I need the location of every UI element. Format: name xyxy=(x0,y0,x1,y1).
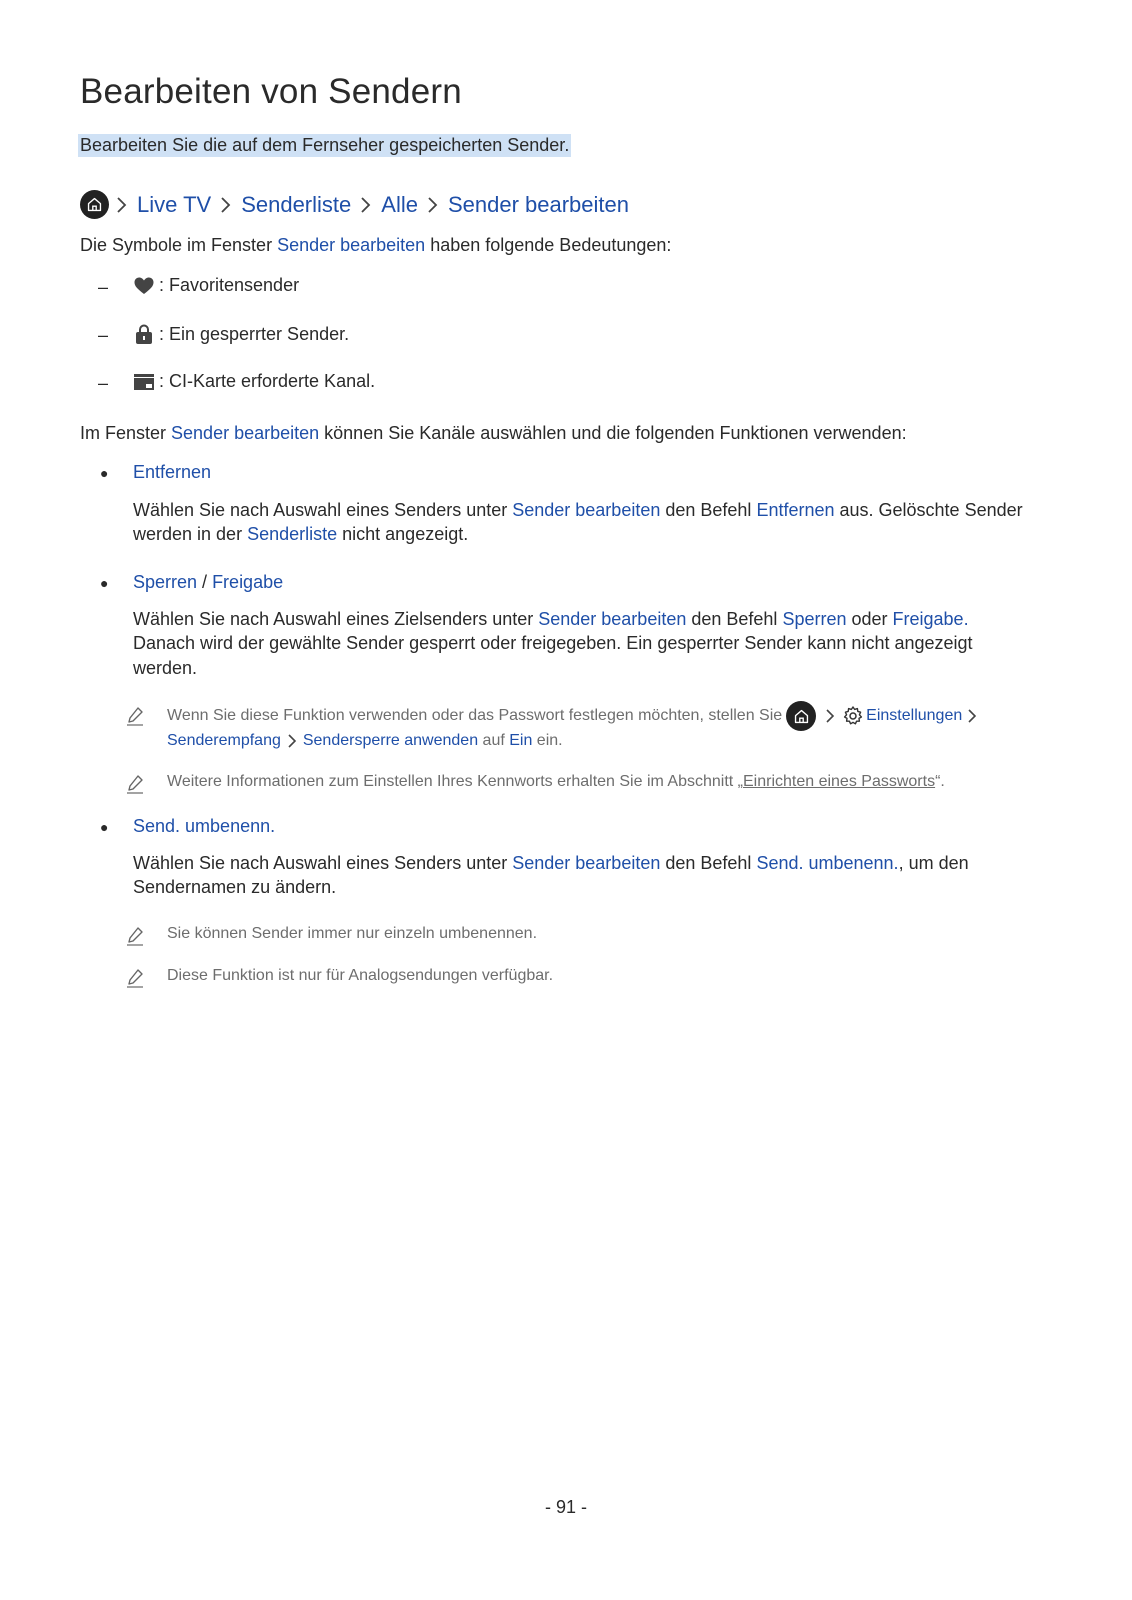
umbenennen-line-1: Wählen Sie nach Auswahl eines Senders unter Sender bearbeiten den Befehl Send. umbenenn., um den xyxy=(133,853,969,873)
sperren-line-2: Danach wird der gewählte Sender gesperrt oder freigegeben. Ein gesperrter Sender kann nicht angezeigt xyxy=(133,633,973,653)
page-subtitle: Bearbeiten Sie die auf dem Fernseher gespeicherten Sender. xyxy=(80,135,570,155)
chevron-right-icon xyxy=(420,192,446,218)
home-icon xyxy=(80,190,109,219)
entfernen-heading: Entfernen xyxy=(133,462,212,482)
entfernen-line-2: werden in der Senderliste nicht angezeigt. xyxy=(133,524,469,544)
sperren-line-1: Wählen Sie nach Auswahl eines Zielsenders unter Sender bearbeiten den Befehl Sperren oder Freigabe. xyxy=(133,609,969,629)
breadcrumb-sender-bearbeiten[interactable]: Sender bearbeiten xyxy=(447,191,629,217)
umbenennen-heading: Send. umbenenn. xyxy=(133,816,276,836)
umbenennen-note-2: Diese Funktion ist nur für Analogsendungen verfügbar. xyxy=(167,967,554,984)
list-dash: – xyxy=(98,325,109,345)
intro-text: Die Symbole im Fenster Sender bearbeiten haben folgende Bedeutungen: xyxy=(80,235,672,255)
einstellungen-link: Einstellungen xyxy=(866,707,963,724)
bullet-icon: ● xyxy=(100,465,109,481)
pencil-note-icon xyxy=(126,706,144,726)
sperren-heading: Sperren / Freigabe xyxy=(133,572,284,592)
gear-icon xyxy=(842,705,864,727)
symbol-ci-card: : CI-Karte erforderte Kanal. xyxy=(133,371,375,392)
einrichten-passwort-link[interactable]: Einrichten eines Passworts xyxy=(742,773,936,790)
intro2-text: Im Fenster Sender bearbeiten können Sie Kanäle auswählen und die folgenden Funktionen verwenden: xyxy=(80,423,907,443)
symbol-favorite: : Favoritensender xyxy=(133,275,299,296)
chevron-right-icon xyxy=(820,706,840,726)
chevron-right-icon xyxy=(962,706,982,726)
breadcrumb xyxy=(80,190,631,219)
page-number: - 91 - xyxy=(544,1497,587,1517)
chevron-right-icon xyxy=(353,192,379,218)
sperren-line-3: werden. xyxy=(133,658,198,678)
pencil-note-icon xyxy=(126,774,144,794)
sperren-note-1-line-1: Wenn Sie diese Funktion verwenden oder das Passwort festlegen möchten, stellen Sie Einstellungen xyxy=(167,701,982,731)
pencil-note-icon xyxy=(126,926,144,946)
umbenennen-note-1: Sie können Sender immer nur einzeln umbenennen. xyxy=(167,925,538,942)
sender-bearbeiten-link: Sender bearbeiten xyxy=(277,235,426,255)
entfernen-line-1: Wählen Sie nach Auswahl eines Senders unter Sender bearbeiten den Befehl Entfernen aus. Gelöschte Sender xyxy=(133,500,1023,520)
pencil-note-icon xyxy=(126,968,144,988)
chevron-right-icon xyxy=(213,192,239,218)
bullet-icon: ● xyxy=(100,575,109,591)
breadcrumb-senderliste[interactable]: Senderliste xyxy=(241,191,352,217)
page-title: Bearbeiten von Sendern xyxy=(80,72,462,111)
bullet-icon: ● xyxy=(100,819,109,835)
heart-icon xyxy=(133,276,155,296)
list-dash: – xyxy=(98,373,109,393)
sperren-note-2: Weitere Informationen zum Einstellen Ihres Kennworts erhalten Sie im Abschnitt „ Einrichten eines Passworts “. xyxy=(167,773,945,790)
breadcrumb-alle[interactable]: Alle xyxy=(381,191,418,217)
breadcrumb-live-tv[interactable]: Live TV xyxy=(137,191,212,217)
list-dash: – xyxy=(98,277,109,297)
umbenennen-line-2: Sendernamen zu ändern. xyxy=(133,877,337,897)
symbol-locked: : Ein gesperrter Sender. xyxy=(133,323,349,345)
lock-icon xyxy=(133,323,155,345)
sperren-note-1-line-2: Senderempfang Sendersperre anwenden auf Ein ein. xyxy=(167,732,563,749)
sender-bearbeiten-link: Sender bearbeiten xyxy=(171,423,320,443)
home-icon xyxy=(786,701,816,731)
chevron-right-icon xyxy=(109,192,135,218)
chevron-right-icon xyxy=(281,731,303,751)
ci-card-icon xyxy=(133,372,155,392)
